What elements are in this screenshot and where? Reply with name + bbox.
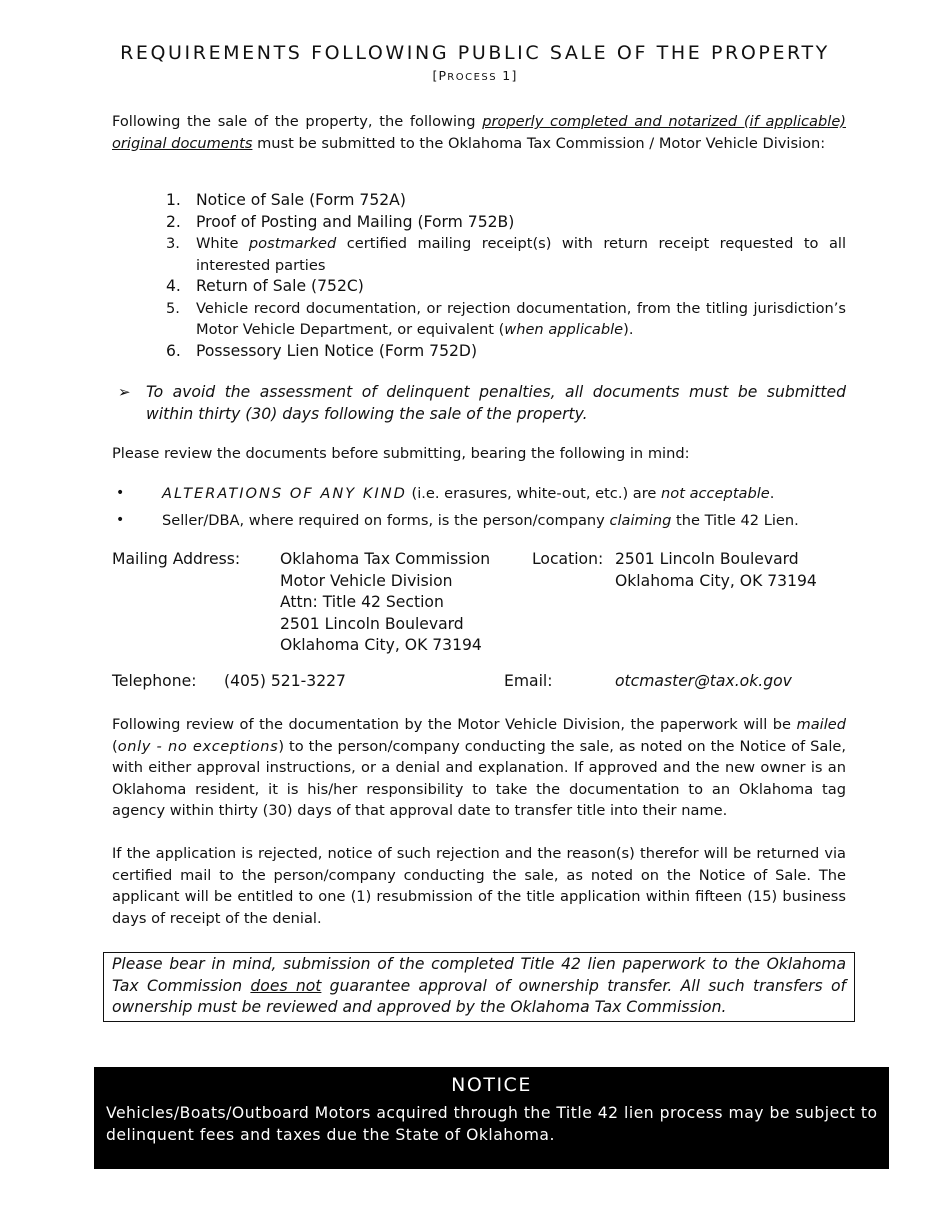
list-item-number: 4. (166, 277, 181, 295)
telephone-label: Telephone: (112, 672, 197, 690)
intro-text-after: must be submitted to the Oklahoma Tax Commission / Motor Vehicle Division: (252, 134, 826, 152)
process-label-open: [P (432, 68, 448, 83)
required-documents-list (112, 190, 846, 362)
deadline-text: To avoid the assessment of delinquent penalties, all documents must be submitted within thirty (30) days following the sale of the property. (146, 383, 846, 423)
mailing-address (280, 549, 490, 657)
list-item (112, 276, 846, 298)
bullet-text: the Title 42 Lien. (671, 512, 799, 529)
location-label: Location: (532, 550, 604, 568)
rejection-paragraph: If the application is rejected, notice of such rejection and the reason(s) therefor will be returned via certified mail to the person/company conducting the sale, as noted on the Notice of Sale. The applicant will be entitled to one (1) resubmission of the title application within fifteen (15) business days of receipt of the denial. (112, 845, 846, 927)
location-address (615, 549, 817, 592)
address-line: Attn: Title 42 Section (280, 593, 444, 611)
list-item-text: ). (623, 321, 634, 338)
disclaimer-box (103, 952, 855, 1022)
list-item-number: 6. (166, 341, 181, 360)
list-item-number: 1. (166, 191, 181, 209)
intro-paragraph (112, 111, 846, 154)
intro-emphasis: properly completed and notarized (if applicable) original documents (112, 113, 846, 152)
list-item (112, 212, 846, 234)
mailing-address-label: Mailing Address: (112, 550, 241, 568)
list-item-number: 2. (166, 212, 181, 231)
list-item-text: Vehicle record documentation, or rejection documentation, from the titling jurisdiction’s Motor Vehicle Department, or equivalent ( (196, 299, 846, 338)
list-item-text: Possessory Lien Notice (Form 752D) (196, 341, 478, 360)
bullet-italic: claiming (609, 512, 672, 529)
email-label: Email: (504, 672, 553, 690)
notice-body: Vehicles/Boats/Outboard Motors acquired through the Title 42 lien process may be subject to delinquent fees and taxes due the State of Oklahoma. (106, 1104, 878, 1144)
list-item-text: Notice of Sale (Form 752A) (196, 191, 406, 209)
email-link[interactable]: otcmaster@tax.ok.gov (615, 672, 792, 690)
list-item-number: 5. (166, 299, 180, 317)
list-item-text: White (196, 235, 249, 252)
notice-heading: NOTICE (451, 1074, 532, 1096)
review-bullets (112, 480, 846, 534)
list-item (112, 480, 846, 507)
list-item (112, 233, 846, 276)
bullet-text: . (769, 485, 775, 502)
telephone-number: (405) 521-3227 (224, 672, 346, 690)
no-exceptions-italic: only - no exceptions (117, 737, 279, 755)
address-line: Oklahoma City, OK 73194 (615, 571, 817, 590)
review-intro: Please review the documents before submitting, bearing the following in mind: (112, 445, 690, 462)
process-label-small: ROCESS (447, 72, 498, 83)
list-item-number: 3. (166, 235, 180, 252)
arrow-bullet-icon: ➢ (118, 383, 131, 401)
bullet-italic: not acceptable (661, 485, 770, 502)
address-line: Oklahoma City, OK 73194 (280, 636, 482, 654)
address-line: 2501 Lincoln Boulevard (280, 614, 464, 633)
list-item (112, 190, 846, 212)
address-line: Oklahoma Tax Commission (280, 550, 491, 568)
notice-banner (94, 1067, 889, 1169)
list-item-text: certified mailing receipt(s) with return receipt requested to all interested parties (196, 235, 847, 274)
bullet-text: Seller/DBA, where required on forms, is the person/company (162, 512, 610, 529)
list-item (112, 298, 846, 341)
paragraph-text: Following review of the documentation by the Motor Vehicle Division, the paperwork will be (112, 716, 797, 733)
process-label (0, 68, 950, 83)
bullet-text: (i.e. erasures, white-out, etc.) are (406, 485, 662, 502)
review-outcome-paragraph (112, 714, 846, 822)
paragraph-text: ( (112, 737, 118, 755)
list-item-italic: when applicable (504, 321, 624, 338)
address-line: 2501 Lincoln Boulevard (615, 550, 799, 568)
alterations-caps: ALTERATIONS OF ANY KIND (162, 485, 407, 502)
bullet-icon: • (116, 485, 125, 501)
list-item (112, 341, 846, 363)
process-label-close: 1] (497, 68, 518, 83)
bullet-icon: • (116, 512, 125, 528)
page-title: REQUIREMENTS FOLLOWING PUBLIC SALE OF THE PROPERTY (120, 42, 830, 64)
disclaimer-text: Please bear in mind, submission of the completed Title 42 lien paperwork to the Oklahoma Tax Commission (112, 955, 846, 995)
list-item-text: Proof of Posting and Mailing (Form 752B) (196, 212, 515, 231)
disclaimer-underlined: does not (250, 976, 322, 995)
paragraph-text: ) to the person/company conducting the sale, as noted on the Notice of Sale, with either approval instructions, or a denial and explanation. If approved and the new owner is an Oklahoma resident, it is his/her responsibility to take the documentation to an Oklahoma tag agency within thirty (30) days of that approval date to transfer title into their name. (112, 737, 846, 819)
list-item-italic: postmarked (248, 235, 337, 252)
list-item (112, 507, 846, 534)
deadline-notice (118, 381, 846, 425)
list-item-text: Return of Sale (752C) (196, 277, 364, 295)
address-line: Motor Vehicle Division (280, 571, 453, 590)
intro-text-before: Following the sale of the property, the following (112, 113, 483, 130)
disclaimer-text: guarantee approval of ownership transfer. All such transfers of ownership must be reviewed and approved by the Oklahoma Tax Commission. (112, 976, 846, 1016)
mailed-italic: mailed (796, 716, 846, 733)
